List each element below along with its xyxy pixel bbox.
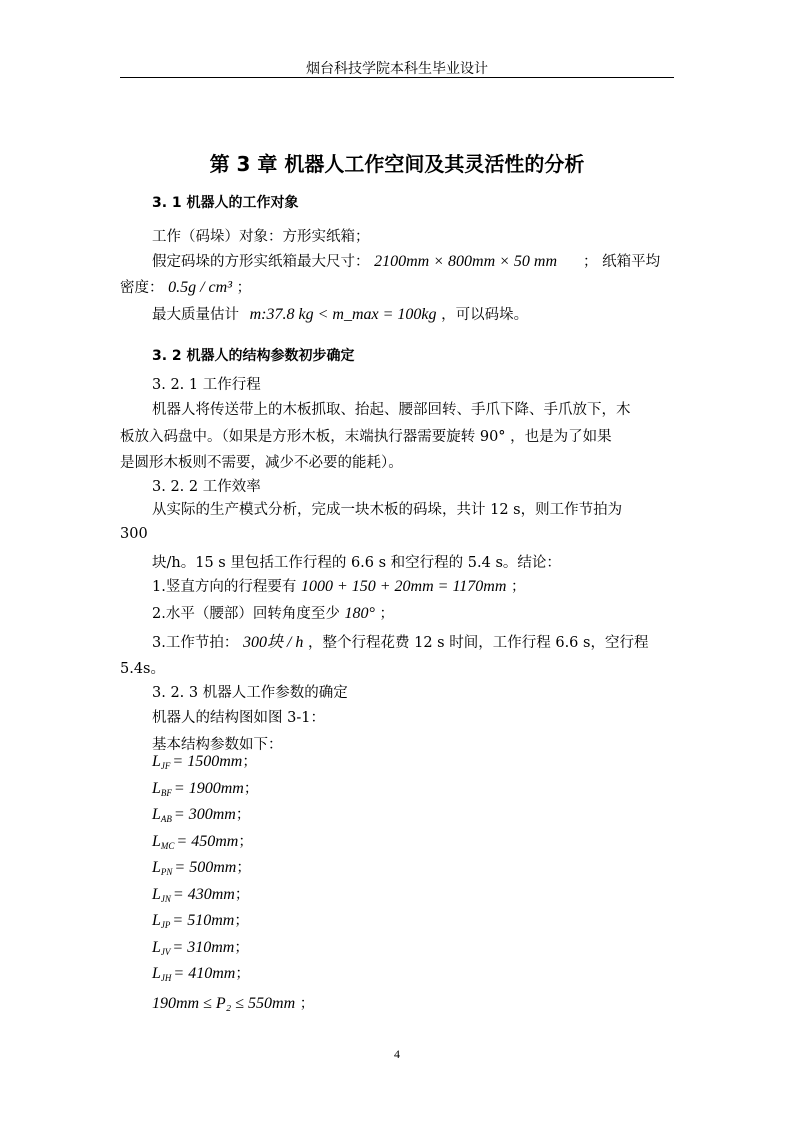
formula-length-parameter <box>152 886 235 903</box>
text-run: 假定码垛的方形实纸箱最大尺寸： <box>152 254 370 270</box>
parameter-subscript: JN <box>160 893 171 904</box>
parameter-value: = 1900mm <box>173 779 244 797</box>
parameter-symbol: L <box>152 859 161 876</box>
parameter-value: = 450mm <box>176 832 239 850</box>
section-heading-3-1: 3. 1 机器人的工作对象 <box>152 195 299 211</box>
parameter-symbol: L <box>152 753 161 770</box>
text-run: ； <box>235 807 251 823</box>
conclusion-item <box>152 629 648 652</box>
formula-length-parameter <box>152 780 244 797</box>
text-run: ，整个行程花费 12 s 时间，工作行程 6.6 s，空行程 <box>308 635 649 651</box>
formula-box-size: 2100mm × 800mm × 50 mm <box>374 253 558 270</box>
text-run: ； <box>234 913 249 929</box>
text-run: 2.水平（腰部）回转角度至少 <box>152 606 340 622</box>
paragraph-line: 从实际的生产模式分析，完成一块木板的码垛，共计 12 s，则工作节拍为 <box>152 502 623 518</box>
paragraph-line: 是圆形木板则不需要，减少不必要的能耗）。 <box>120 455 403 471</box>
parameter-item <box>152 750 257 771</box>
text-run: ； 纸箱平均 <box>583 254 661 270</box>
text-run: ； <box>236 280 252 296</box>
parameter-subscript: JF <box>160 761 171 771</box>
subsection-heading: 3. 2. 3 机器人工作参数的确定 <box>152 685 348 701</box>
paragraph-line: 工作（码垛）对象：方形实纸箱； <box>152 229 370 245</box>
parameter-subscript: JP <box>160 920 171 930</box>
text-run: 密度： <box>120 280 164 296</box>
parameter-symbol: L <box>152 885 161 903</box>
paragraph-line: 基本结构参数如下： <box>152 737 283 753</box>
paragraph-line: 块/h。15 s 里包括工作行程的 6.6 s 和空行程的 5.4 s。结论： <box>152 555 561 571</box>
parameter-subscript: PN <box>160 867 173 877</box>
section-heading-3-2: 3. 2 机器人的结构参数初步确定 <box>152 348 355 364</box>
parameter-item <box>152 962 250 983</box>
paragraph-line: 300 <box>120 526 148 542</box>
text-run: 最大质量估计 <box>152 307 239 323</box>
text-run: ； <box>234 939 249 956</box>
subsection-heading: 3. 2. 2 工作效率 <box>152 479 261 495</box>
parameter-range <box>152 992 314 1013</box>
formula-length-parameter <box>152 833 238 850</box>
parameter-item <box>152 936 249 957</box>
paragraph-line: 5.4s。 <box>120 661 166 677</box>
text-run: ，可以码垛。 <box>441 307 529 323</box>
paragraph-line: 机器人的结构图如图 3-1： <box>152 710 325 726</box>
text-run: ； <box>243 780 259 797</box>
formula-length-parameter <box>152 806 236 823</box>
running-header: 烟台科技学院本科生毕业设计 <box>306 61 488 77</box>
parameter-item <box>152 909 249 930</box>
conclusion-item <box>152 602 394 623</box>
formula-length-parameter <box>152 753 242 770</box>
text-run: ； <box>238 833 253 850</box>
parameter-symbol: L <box>152 779 161 797</box>
formula-length-parameter <box>152 939 234 956</box>
parameter-value: = 300mm <box>173 806 236 823</box>
text-run: ； <box>242 754 257 770</box>
formula-length-parameter <box>152 912 234 929</box>
text-run: ； <box>236 860 251 876</box>
page-number: 4 <box>394 1047 400 1061</box>
formula-vertical-stroke: 1000 + 150 + 20mm = 1170mm <box>300 578 507 595</box>
text-run: 3.工作节拍： <box>152 635 239 651</box>
subsection-heading: 3. 2. 1 工作行程 <box>152 377 261 393</box>
text-run: ； <box>510 579 526 595</box>
parameter-symbol: L <box>152 965 161 982</box>
formula-rotation-angle: 180° <box>344 605 375 622</box>
text-run: ； <box>234 886 250 903</box>
parameter-subscript: BF <box>160 787 172 798</box>
parameter-subscript: AB <box>160 814 172 824</box>
paragraph-line <box>152 303 528 324</box>
parameter-symbol: L <box>152 938 161 956</box>
parameter-value: = 510mm <box>172 912 235 929</box>
formula-density: 0.5g / cm³ <box>168 279 233 296</box>
formula-length-parameter <box>152 965 235 982</box>
paragraph-line: 机器人将传送带上的木板抓取、抬起、腰部回转、手爪下降、手爪放下，木 <box>152 402 631 418</box>
parameter-item <box>152 856 251 877</box>
text-run: ； <box>299 996 315 1012</box>
conclusion-item <box>152 575 525 596</box>
parameter-item <box>152 883 249 904</box>
parameter-value: = 310mm <box>172 938 235 956</box>
parameter-symbol: L <box>152 912 161 929</box>
paragraph-line <box>120 276 251 297</box>
paragraph-line: 板放入码盘中。（如果是方形木板，末端执行器需要旋转 90° ，也是为了如果 <box>120 429 612 445</box>
parameter-subscript: JV <box>160 946 171 957</box>
formula-cycle-rate: 300块 / h <box>242 634 304 651</box>
header-rule <box>120 77 674 78</box>
text-run: ； <box>379 606 394 622</box>
text-run: 1.竖直方向的行程要有 <box>152 579 297 595</box>
text-run: ； <box>235 966 250 982</box>
parameter-value: = 410mm <box>173 965 236 982</box>
parameter-value: = 1500mm <box>172 753 243 770</box>
parameter-symbol: L <box>152 832 161 850</box>
parameter-value: = 500mm <box>174 859 237 876</box>
paragraph-line <box>152 250 557 271</box>
parameter-item <box>152 830 253 851</box>
formula-mass: m:37.8 kg < m_max = 100kg <box>249 306 437 323</box>
parameter-value: = 430mm <box>172 885 235 903</box>
formula-p2-range: 190mm ≤ P₂ ≤ 550mm <box>152 995 296 1012</box>
parameter-subscript: MC <box>160 840 175 851</box>
parameter-item <box>152 777 258 798</box>
chapter-title: 第 3 章 机器人工作空间及其灵活性的分析 <box>209 152 585 176</box>
parameter-subscript: JH <box>160 973 172 983</box>
formula-length-parameter <box>152 859 236 876</box>
parameter-symbol: L <box>152 806 161 823</box>
parameter-item <box>152 803 250 824</box>
